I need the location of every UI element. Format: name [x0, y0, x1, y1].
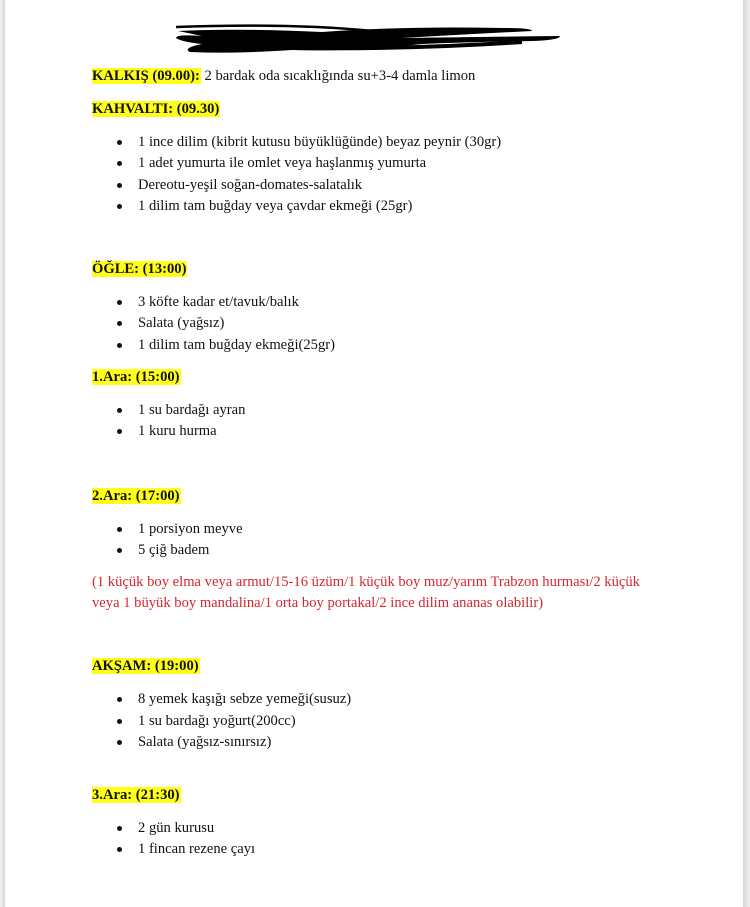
- list-item: 1 su bardağı yoğurt(200cc): [117, 711, 692, 732]
- section-heading: AKŞAM: (19:00): [92, 658, 199, 675]
- section-ara2-heading: [92, 486, 692, 507]
- list-item: 1 su bardağı ayran: [117, 400, 692, 421]
- list-item: 1 porsiyon meyve: [117, 519, 692, 540]
- section-aksam-heading: [92, 656, 692, 677]
- section-inline-text: 2 bardak oda sıcaklığında su+3-4 damla limon: [204, 68, 476, 84]
- section-ogle-heading: [92, 259, 692, 280]
- list-item: 2 gün kurusu: [117, 818, 692, 839]
- ogle-list: [92, 292, 692, 356]
- section-ara1-heading: [92, 367, 692, 388]
- ara3-list: [92, 818, 692, 861]
- list-item: 1 kuru hurma: [117, 421, 692, 442]
- section-heading: 2.Ara: (17:00): [92, 487, 180, 504]
- list-item: Dereotu-yeşil soğan-domates-salatalık: [117, 175, 692, 196]
- diet-plan-document: [92, 66, 692, 861]
- list-item: 3 köfte kadar et/tavuk/balık: [117, 292, 692, 313]
- list-item: Salata (yağsız): [117, 313, 692, 334]
- list-item: 1 adet yumurta ile omlet veya haşlanmış yumurta: [117, 153, 692, 174]
- section-heading: KALKIŞ (09.00):: [92, 68, 200, 84]
- list-item: 1 fincan rezene çayı: [117, 839, 692, 860]
- list-item: Salata (yağsız-sınırsız): [117, 732, 692, 753]
- list-item: 1 dilim tam buğday ekmeği(25gr): [117, 335, 692, 356]
- list-item: 8 yemek kaşığı sebze yemeği(susuz): [117, 689, 692, 710]
- page-edge-left: [0, 0, 5, 907]
- list-item: 1 ince dilim (kibrit kutusu büyüklüğünde) beyaz peynir (30gr): [117, 132, 692, 153]
- section-kahvalti-heading: [92, 99, 692, 120]
- aksam-list: [92, 689, 692, 753]
- page-edge-right: [743, 0, 750, 907]
- section-ara3-heading: [92, 785, 692, 806]
- section-heading: 3.Ara: (21:30): [92, 787, 180, 804]
- ara1-list: [92, 400, 692, 443]
- section-kalkis: [92, 66, 692, 87]
- fruit-options-note: (1 küçük boy elma veya armut/15-16 üzüm/1 küçük boy muz/yarım Trabzon hurması/2 küçük veya 1 büyük boy mandalina/1 orta boy portakal/2 ince dilim ananas olabilir): [92, 574, 640, 612]
- section-heading: KAHVALTI: (09.30): [92, 101, 220, 117]
- list-item: 1 dilim tam buğday veya çavdar ekmeği (25gr): [117, 196, 692, 217]
- section-heading: 1.Ara: (15:00): [92, 369, 180, 386]
- list-item: 5 çiğ badem: [117, 540, 692, 561]
- kahvalti-list: [92, 132, 692, 217]
- redacted-title: [172, 22, 564, 56]
- ara2-list: [92, 519, 692, 562]
- section-heading: ÖĞLE: (13:00): [92, 261, 187, 278]
